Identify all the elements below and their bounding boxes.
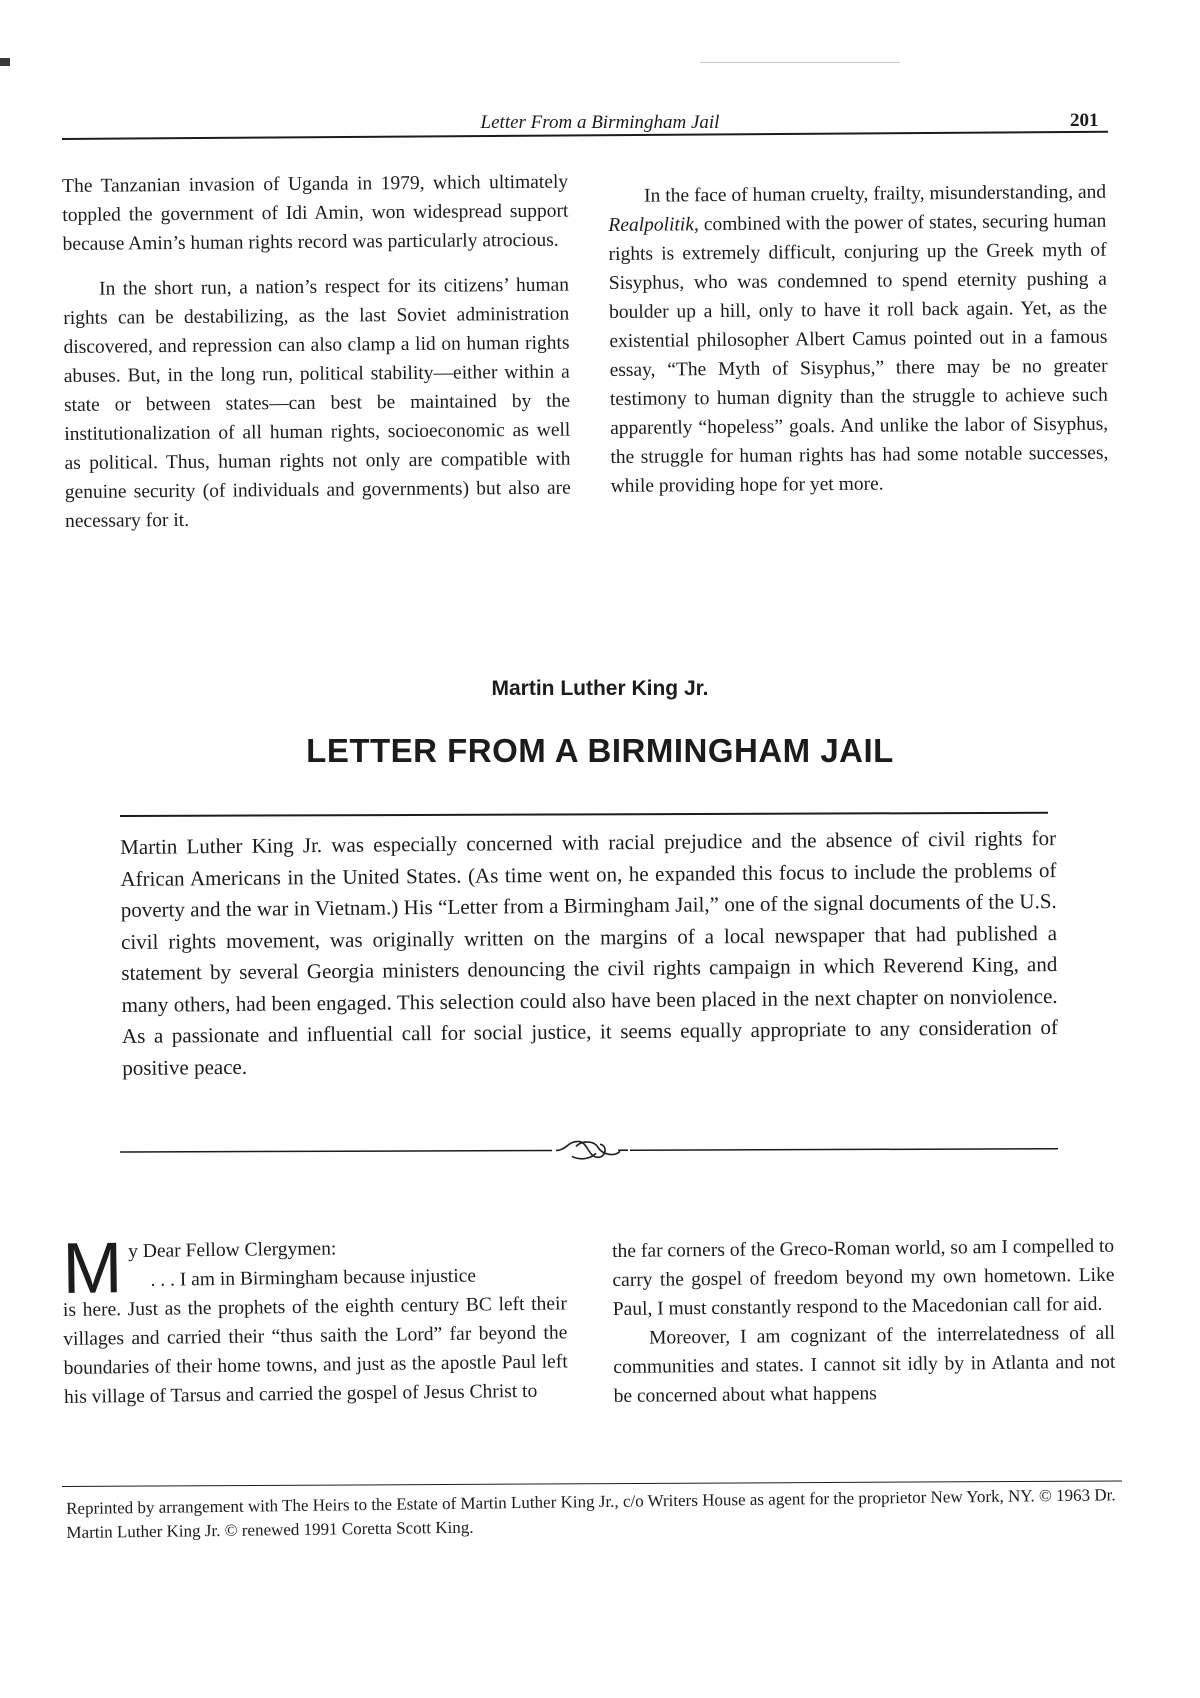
intro-paragraph: Martin Luther King Jr. was especially concerned with racial prejudice and the absence of civil rights for African Americans in the United States. (As time went on, he expanded this focus to include the problems of poverty and the war in Vietnam.) His “Letter from a Birmingham Jail,” one of the signal documents of the U.S. civil rights movement, was originally written on the margins of a local newspaper that had published a statement by several Georgia ministers denouncing the civil rights campaign in which Reverend King, and many others, had been engaged. This selection could also have been placed in the next chapter on nonviolence. As a passionate and influential call for social justice, it seems equally appropriate to any consideration of positive peace. <box>120 826 1059 1080</box>
paragraph-uganda: The Tanzanian invasion of Uganda in 1979, which ultimately toppled the government of Idi Amin, won widespread support because Amin’s human rights record was particularly atrocious. <box>62 171 569 255</box>
page-number: 201 <box>1070 110 1099 131</box>
scan-edge-mark <box>0 58 10 66</box>
copyright-footnote: Reprinted by arrangement with The Heirs to the Estate of Martin Luther King Jr., c/o Writers House as agent for the proprietor New York, NY. © 1963 Dr. Martin Luther King Jr. © renewed 1991 Coretta Scott King. <box>66 1485 1116 1542</box>
section-author: Martin Luther King Jr. <box>491 677 709 700</box>
text-segment: In the face of human cruelty, frailty, misunderstanding, and <box>644 181 1107 207</box>
text-segment: , combined with the power of states, securing human rights is extremely difficult, conjuring up the Greek myth of Sisyphus, who was condemned to spend eternity pushing a boulder up a hill, only to have it roll back again. Yet, as the existential philosopher Albert Camus pointed out in a famous essay, “The Myth of Sisyphus,” there may be no greater testimony to human dignity than the struggle to achieve such apparently “hopeless” goals. And unlike the labor of Sisyphus, the struggle for human rights has had some notable successes, while providing hope for yet more. <box>608 210 1109 497</box>
letter-left-text: is here. Just as the prophets of the eighth century BC left their villages and carried their “thus saith the Lord” far beyond the boundaries of their home towns, and just as the apostle Paul left his village of Tarsus and carried the gospel of Jesus Christ to <box>62 1293 568 1408</box>
top-left-column <box>62 168 571 536</box>
paragraph-sisyphus <box>608 178 1109 501</box>
paragraph-political-stability: In the short run, a nation’s respect for its citizens’ human rights can be destabilizing, as the last Soviet administration discovered, and repression can also clamp a lid on human rights abuses. But, in the long run, political stability—either within a state or between states—can best be maintained by the institutionalization of all human rights, socioeconomic as well as political. Thus, human rights not only are compatible with genuine security (of individuals and governments) but also are necessary for it. <box>63 274 571 532</box>
letter-paragraph-interrelatedness: Moreover, I am cognizant of the interrelatedness of all communities and states. I cannot sit idly by in Atlanta and not be concerned about what happens <box>613 1322 1116 1407</box>
ornament-divider <box>120 1136 1058 1165</box>
letter-left-column <box>61 1228 568 1412</box>
divider-line-right <box>630 1149 1058 1150</box>
letter-first-line: . . . I am in Birmingham because injustice <box>150 1265 477 1291</box>
running-head-title: Letter From a Birmingham Jail <box>480 112 720 133</box>
flourish-icon <box>556 1141 628 1159</box>
section-title: LETTER FROM A BIRMINGHAM JAIL <box>306 732 894 769</box>
letter-right-column <box>612 1232 1116 1411</box>
divider-line-left <box>120 1150 552 1152</box>
top-right-column <box>608 178 1109 501</box>
italic-term: Realpolitik <box>608 214 695 236</box>
drop-cap: M <box>61 1228 123 1309</box>
letter-paragraph-continued: the far corners of the Greco-Roman world, so am I compelled to carry the gospel of freedom beyond my own hometown. Like Paul, I must constantly respond to the Macedonian call for aid. <box>612 1235 1115 1320</box>
letter-salutation: y Dear Fellow Clergymen: <box>128 1238 337 1263</box>
letter-opening <box>61 1228 568 1412</box>
scan-faint-line <box>700 62 900 63</box>
intro-top-rule <box>120 812 1048 817</box>
